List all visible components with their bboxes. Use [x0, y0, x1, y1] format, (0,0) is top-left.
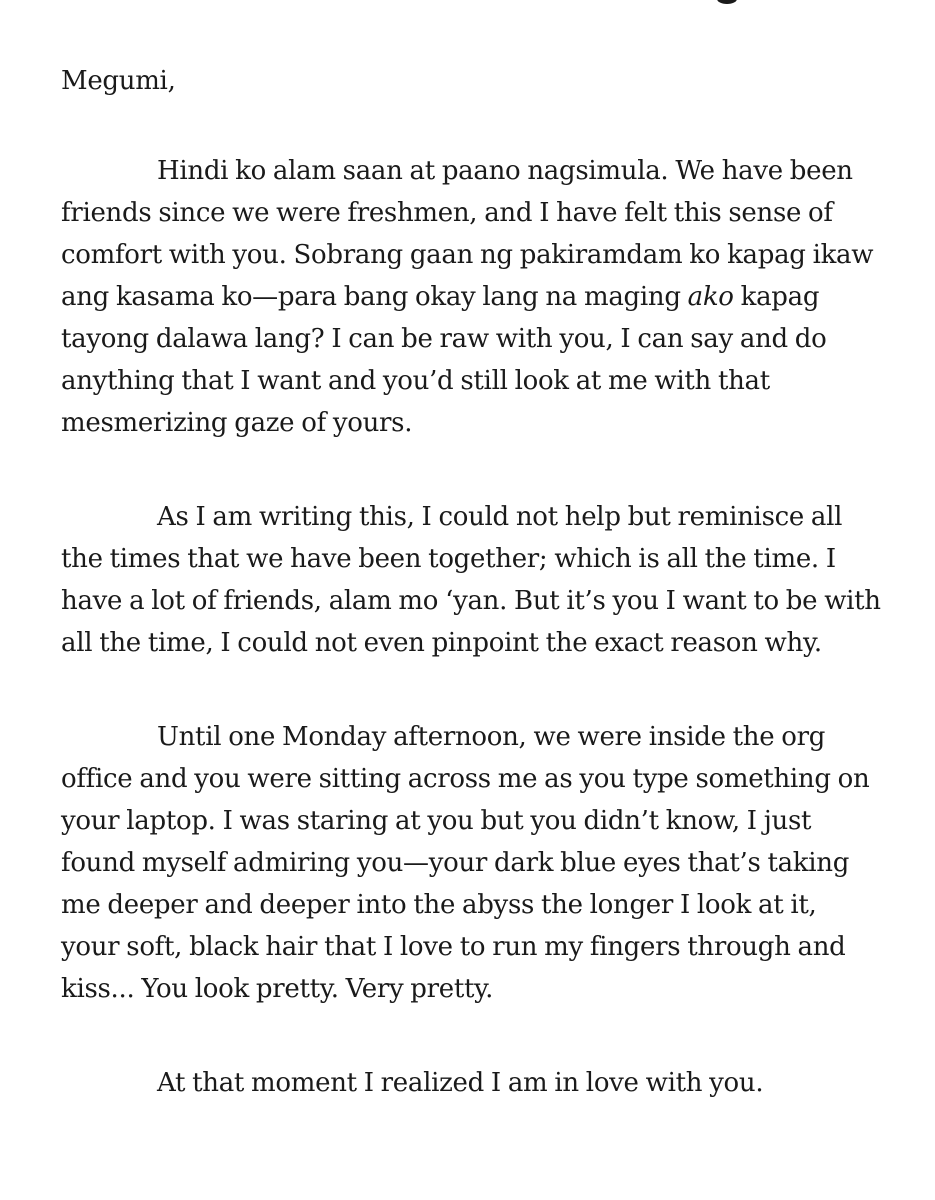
paragraph-4: At that moment I realized I am in love with you.	[157, 1068, 764, 1098]
salutation: Megumi,	[61, 66, 176, 96]
paragraph-3: Until one Monday afternoon, we were inside the org office and you were sitting across me as you type something on your laptop. I was staring at you but you didn’t know, I just found myself admiring you—your dark blue eyes that’s taking me deeper and deeper into the abyss the longer I look at it, your soft, black hair that I love to run my fingers through and kiss... You look pretty. Very pretty.	[61, 722, 870, 1004]
paragraph-2: As I am writing this, I could not help but reminisce all the times that we have been together; which is all the time. I have a lot of friends, alam mo ‘yan. But it’s you I want to be with all the time, I could not even pinpoint the exact reason why.	[61, 502, 881, 658]
paragraph-1-italic-word: ako	[687, 282, 734, 312]
paragraph-1-text-b: kapag tayong dalawa lang? I can be raw with you, I can say and do anything that I want and you’d still look at me with that mesmerizing gaze of yours.	[61, 282, 827, 438]
letter-body	[61, 60, 881, 1104]
paragraph-1-text-a: Hindi ko alam saan at paano nagsimula. We have been friends since we were freshmen, and I have felt this sense of comfort with you. Sobrang gaan ng pakiramdam ko kapag ikaw ang kasama ko—para bang okay lang na maging	[61, 156, 874, 312]
cropped-glyph-mark	[717, 0, 737, 4]
paragraph-1	[61, 150, 881, 444]
